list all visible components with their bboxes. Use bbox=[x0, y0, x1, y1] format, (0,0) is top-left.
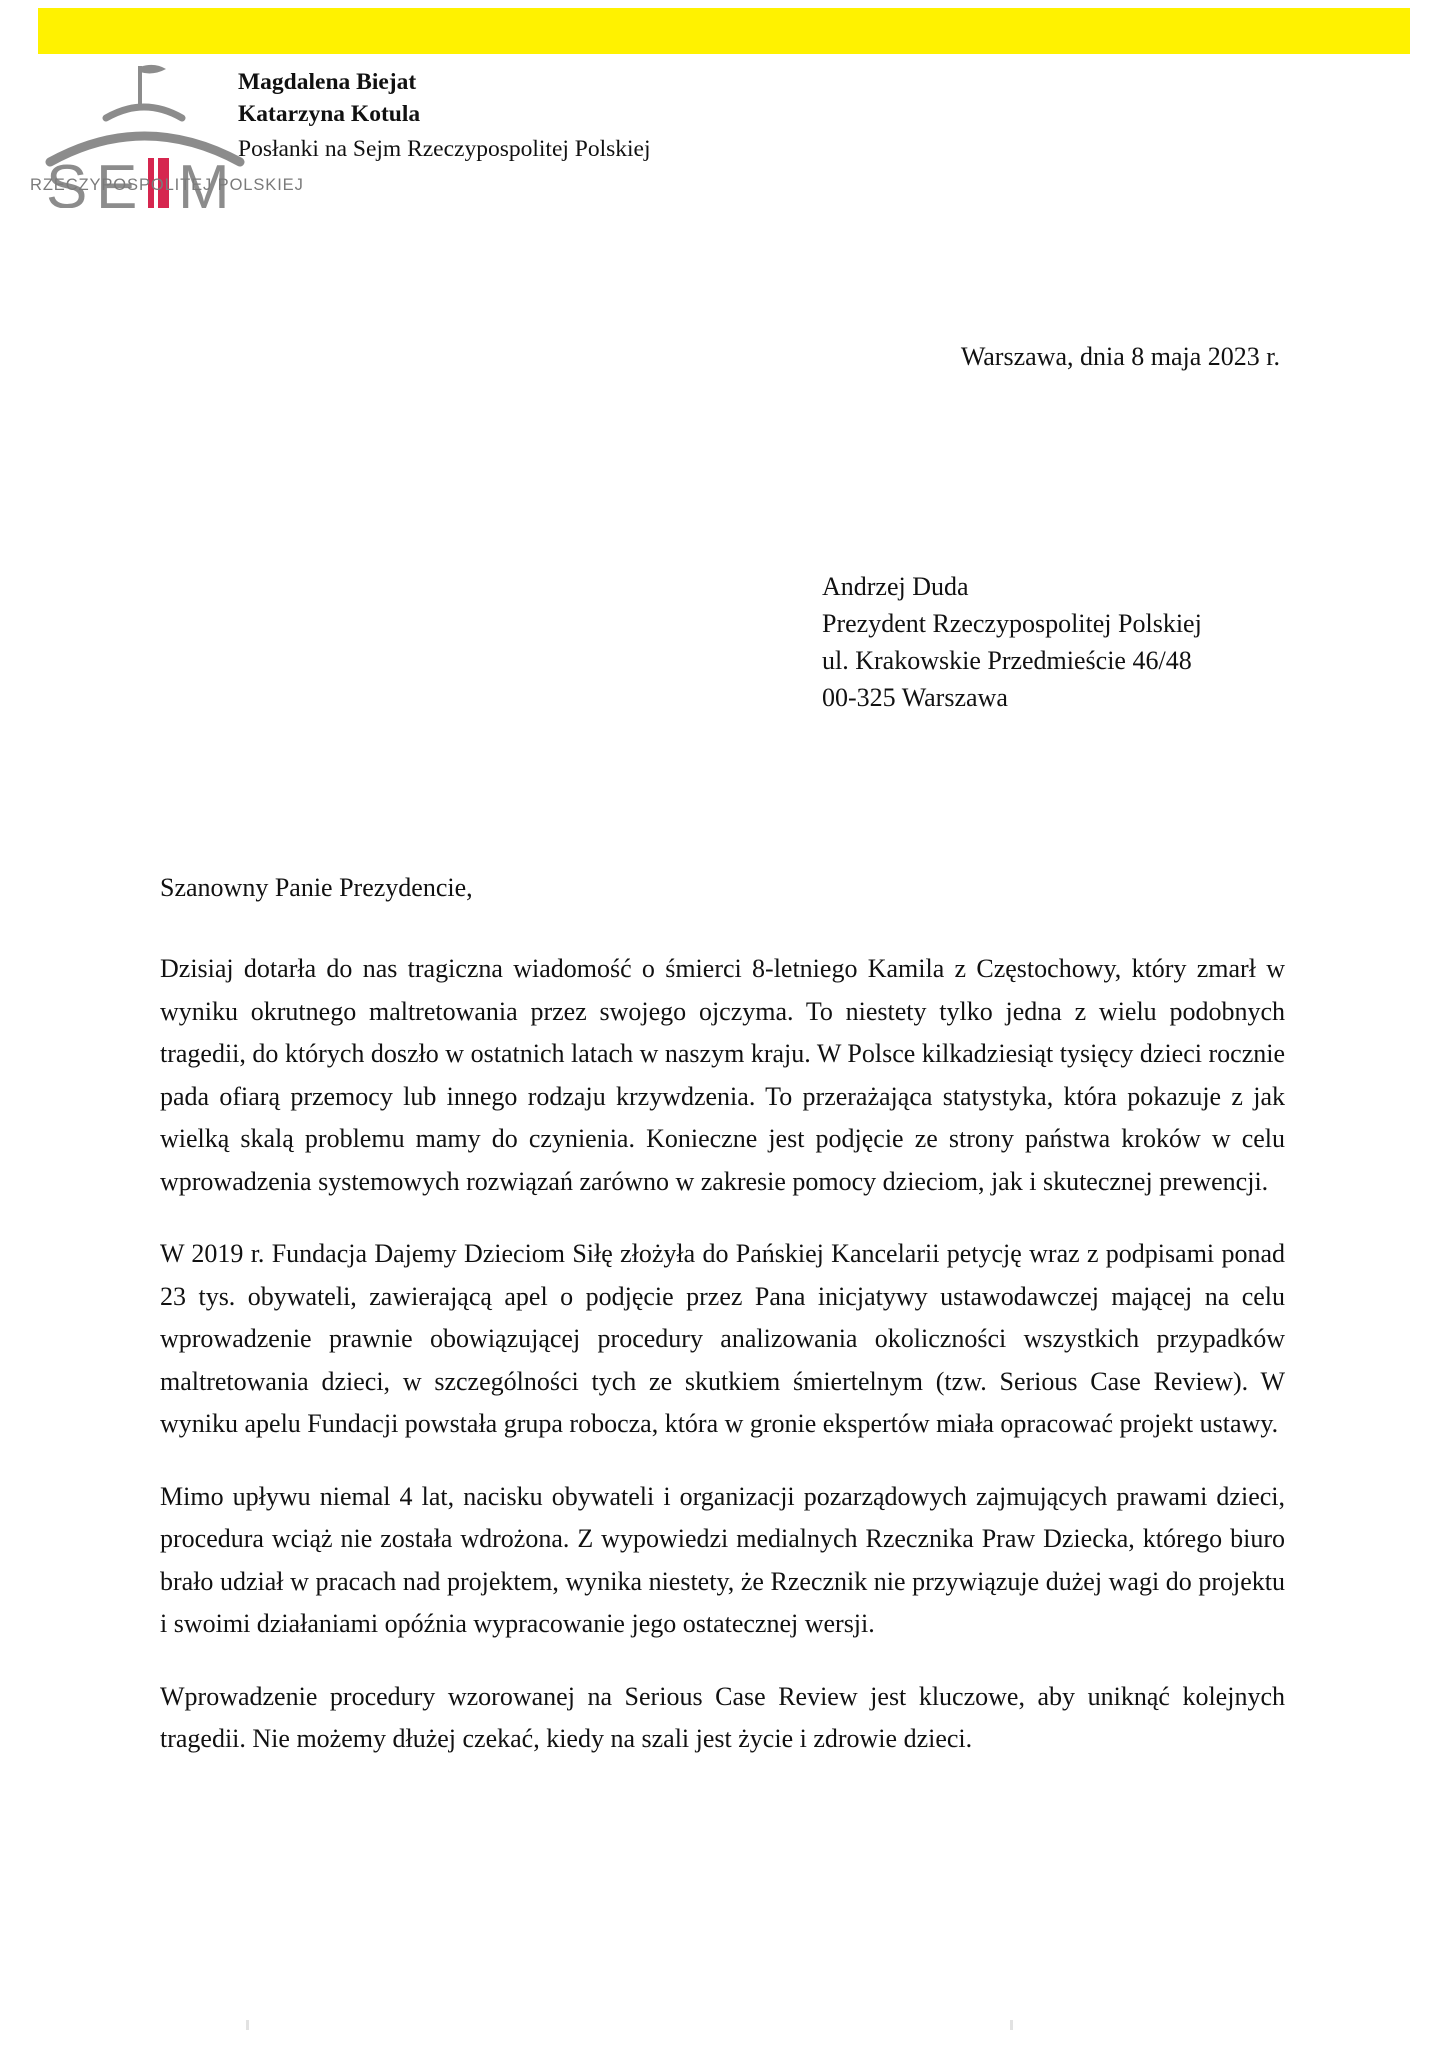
addressee-block bbox=[822, 568, 1382, 716]
scan-artifact bbox=[1010, 2020, 1013, 2030]
deputy-role: Posłanki na Sejm Rzeczypospolitej Polskiej bbox=[238, 136, 651, 162]
addressee-street: ul. Krakowskie Przedmieście 46/48 bbox=[822, 646, 1192, 675]
svg-text:E: E bbox=[96, 153, 148, 208]
place-and-date: Warszawa, dnia 8 maja 2023 r. bbox=[960, 342, 1280, 371]
body-paragraph: W 2019 r. Fundacja Dajemy Dzieciom Siłę złożyła do Pańskiej Kancelarii petycję wraz z podpisami ponad 23 tys. obywateli, zawierającą apel o podjęcie przez Pana inicjatywy ustawodawczej mającej na celu wprowadzenie prawnie obowiązującej procedury analizowania okoliczności wszystkich przypadków maltretowania dzieci, w szczególności tych ze skutkiem śmiertelnym (tzw. Serious Case Review). W wyniku apelu Fundacji powstała grupa robocza, która w gronie ekspertów miała opracować projekt ustawy. bbox=[160, 1239, 1285, 1438]
body-paragraph: Wprowadzenie procedury wzorowanej na Serious Case Review jest kluczowe, aby uniknąć kolejnych tragedii. Nie możemy dłużej czekać, kiedy na szali jest życie i zdrowie dzieci. bbox=[160, 1681, 1285, 1753]
svg-text:M: M bbox=[178, 153, 230, 208]
scan-bottom-edge bbox=[0, 2004, 1448, 2048]
body-paragraph: Mimo upływu niemal 4 lat, nacisku obywateli i organizacji pozarządowych zajmujących prawami dzieci, procedura wciąż nie została wdrożona. Z wypowiedzi medialnych Rzecznika Praw Dziecka, którego biuro brało udział w pracach nad projektem, wynika niestety, że Rzecznik nie przywiązuje dużej wagi do projektu i swoimi działaniami opóźnia wypracowanie jego ostatecznej wersji. bbox=[160, 1481, 1285, 1638]
addressee-name: Andrzej Duda bbox=[822, 572, 969, 601]
deputy-name-2: Katarzyna Kotula bbox=[238, 101, 421, 127]
addressee-city: 00-325 Warszawa bbox=[822, 683, 1008, 712]
letter-body bbox=[160, 870, 1285, 1761]
sejm-logo bbox=[28, 58, 304, 248]
salutation: Szanowny Panie Prezydencie, bbox=[160, 873, 473, 902]
yellow-highlight-bar bbox=[38, 8, 1410, 54]
logo-subtitle: RZECZYPOSPOLITEJ POLSKIEJ bbox=[30, 176, 304, 194]
letterhead bbox=[0, 58, 1448, 258]
deputy-names-block bbox=[238, 66, 1038, 166]
body-paragraph: Dzisiaj dotarła do nas tragiczna wiadomość o śmierci 8-letniego Kamila z Częstochowy, który zmarł w wyniku okrutnego maltretowania przez swojego ojczyma. To niestety tylko jedna z wielu podobnych tragedii, do których doszło w ostatnich latach w naszym kraju. W Polsce kilkadziesiąt tysięcy dzieci rocznie pada ofiarą przemocy lub innego rodzaju krzywdzenia. To przerażająca statystyka, która pokazuje z jak wielką skalą problemu mamy do czynienia. Konieczne jest podjęcie ze strony państwa kroków w celu wprowadzenia systemowych rozwiązań zarówno w zakresie pomocy dzieciom, jak i skutecznej prewencji. bbox=[160, 954, 1285, 1196]
deputy-name-1: Magdalena Biejat bbox=[238, 69, 417, 95]
addressee-title: Prezydent Rzeczypospolitej Polskiej bbox=[822, 609, 1202, 638]
scan-artifact bbox=[246, 2020, 249, 2030]
svg-text:S: S bbox=[46, 153, 98, 208]
